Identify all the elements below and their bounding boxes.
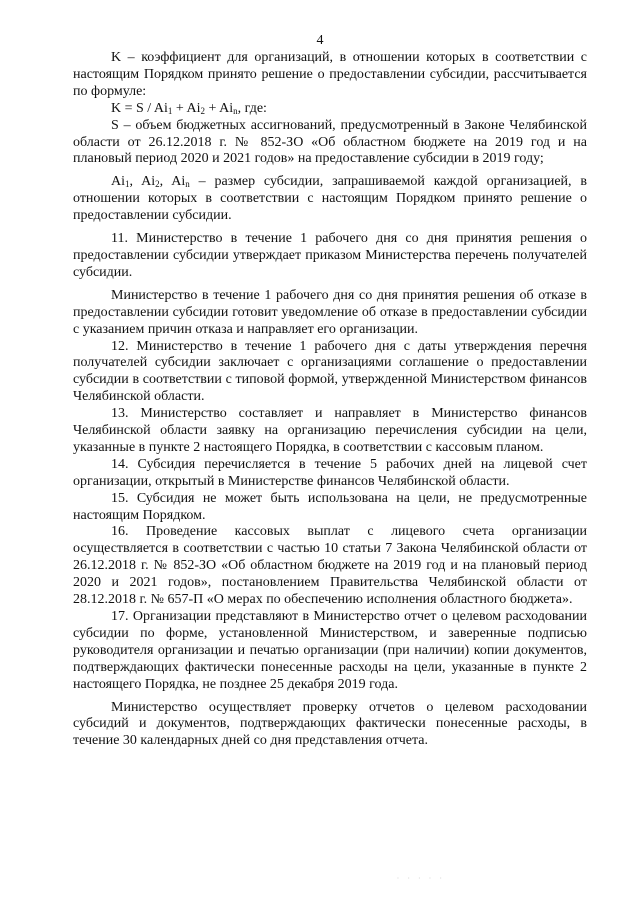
formula-sub-n: n [233,105,238,116]
paragraph-13: 13. Министерство составляет и направляет в Министерство финансов Челябинской области заявку на организацию перечисления субсидии на цели, указанные в пункте 2 настоящего Порядка, в соответствии с кассовым планом. [73,406,587,455]
paragraph-11: 11. Министерство в течение 1 рабочего дня со дня принятия решения о предоставлении субсидии утверждает приказом Министерства перечень получателей субсидии. [73,231,587,280]
ai-sub-1: 1 [125,179,130,190]
ai-part: , Ai [129,174,156,190]
ai-part: , Ai [159,174,186,190]
paragraph-16: 16. Проведение кассовых выплат с лицевого счета организации осуществляется в соответствии с частью 10 статьи 7 Закона Челябинской области от 26.12.2018 г. № 852-ЗО «Об областном бюджете на 2019 год и на плановый период 2020 и 2021 годов», постановлением Правительства Челябинской области от 28.12.2018 г. № 657-П «О мерах по обеспечению исполнения областного бюджета». [73,524,587,608]
formula [73,101,587,118]
paragraph-12: 12. Министерство в течение 1 рабочего дня с даты утверждения перечня получателей субсидии заключает с организациями соглашение о предоставлении субсидии в соответствии с типовой формой, утвержденной Министерством финансов Челябинской области. [73,338,587,405]
formula-sub-1: 1 [167,105,173,116]
formula-sub-2: 2 [200,105,206,116]
scan-speck: ····· [396,874,450,883]
paragraph-17-verification: Министерство осуществляет проверку отчетов о целевом расходовании субсидий и документов, подтверждающих фактически понесенные расходы, в течение 30 календарных дней со дня представления отчета. [73,699,587,749]
document-body [73,50,587,750]
formula-part: + Ai [205,100,234,116]
ai-part: Ai [111,174,125,190]
ai-sub-2: 2 [155,179,160,190]
paragraph-k-intro: K – коэффициент для организаций, в отношении которых в соответствии с настоящим Порядком принято решение о предоставлении субсидии, рассчитывается по формуле: [73,50,587,99]
paragraph-11-refusal: Министерство в течение 1 рабочего дня со дня принятия решения об отказе в предоставлении субсидии готовит уведомление об отказе в предоставлении субсидии с указанием причин отказа и направляет его организации. [73,287,587,337]
paragraph-15: 15. Субсидия не может быть использована на цели, не предусмотренные настоящим Порядком. [73,490,587,523]
formula-part: + Ai [172,100,201,116]
paragraph-s-definition: S – объем бюджетных ассигнований, предусмотренный в Законе Челябинской области от 26.12.2018 г. № 852-ЗО «Об областном бюджете на 2019 год и на плановый период 2020 и 2021 годов» на предоставление субсидии в 2019 году; [73,117,587,167]
paragraph-14: 14. Субсидия перечисляется в течение 5 рабочих дней на лицевой счет организации, открытый в Министерстве финансов Челябинской области. [73,456,587,489]
ai-sub-n: n [185,179,190,190]
ai-part: – размер субсидии, запрашиваемой каждой организацией, в отношении которых в соответствии с настоящим Порядком принято решение о предоставлении субсидии. [73,174,588,224]
formula-part: , где: [237,100,267,116]
page-number: 4 [316,33,324,48]
paragraph-ai-definition [73,174,587,225]
paragraph-17: 17. Организации представляют в Министерство отчет о целевом расходовании субсидии по форме, установленной Министерством, и заверенные подписью руководителя организации и печатью организации (при наличии) копии документов, подтверждающих фактически понесенные расходы на цели, указанные в пункте 2 настоящего Порядка, не позднее 25 декабря 2019 года. [73,609,587,692]
formula-part: K = S / Ai [111,100,168,116]
